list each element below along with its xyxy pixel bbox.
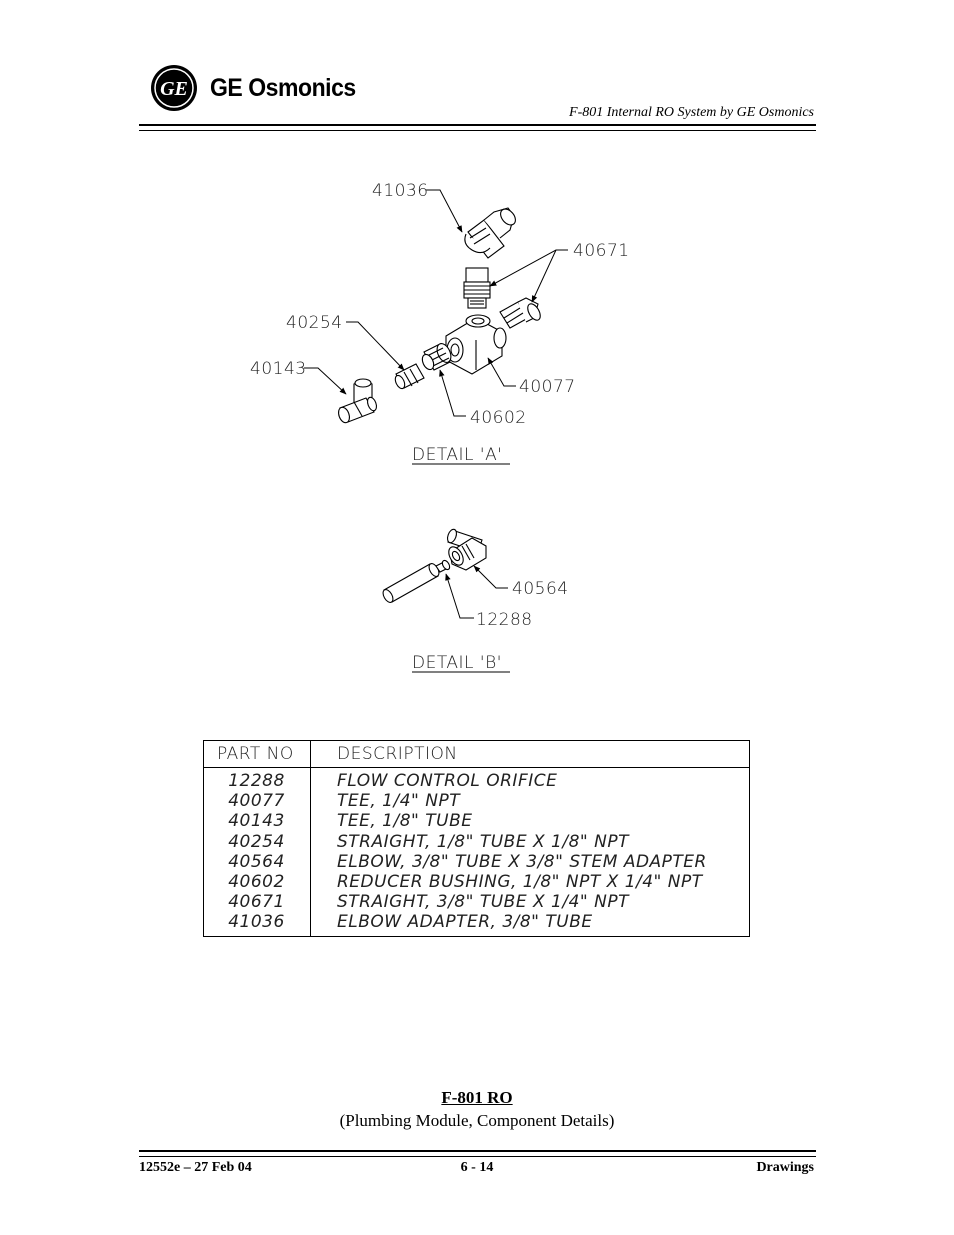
part-number: 40143 bbox=[228, 811, 285, 832]
table-row bbox=[203, 771, 750, 791]
part-description: STRAIGHT, 3/8" TUBE X 1/4" NPT bbox=[337, 892, 629, 913]
tee-40077 bbox=[446, 315, 506, 374]
callout-12288: 12288 bbox=[476, 610, 533, 630]
part-description: REDUCER BUSHING, 1/8" NPT X 1/4" NPT bbox=[337, 871, 703, 892]
elbow-adapter-41036 bbox=[465, 206, 519, 258]
callout-40143: 40143 bbox=[250, 359, 307, 379]
tee-40143 bbox=[337, 379, 379, 424]
part-number: 40254 bbox=[228, 831, 285, 852]
elbow-40564 bbox=[446, 528, 486, 570]
part-description: ELBOW ADAPTER, 3/8" TUBE bbox=[337, 912, 593, 933]
footer-page-number: 6 - 14 bbox=[460, 1160, 494, 1175]
part-description: TEE, 1/4" NPT bbox=[337, 791, 461, 812]
detail-b-title: DETAIL 'B' bbox=[412, 653, 502, 673]
table-row bbox=[203, 912, 750, 932]
part-number: 12288 bbox=[228, 771, 285, 791]
flow-control-orifice-12288 bbox=[436, 559, 451, 572]
description-header: DESCRIPTION bbox=[337, 744, 458, 764]
detail-b-parts bbox=[381, 528, 486, 604]
part-description: STRAIGHT, 1/8" TUBE X 1/8" NPT bbox=[337, 831, 629, 852]
table-row bbox=[203, 811, 750, 831]
table-row bbox=[203, 892, 750, 912]
table-row bbox=[203, 872, 750, 892]
part-no-header: PART NO bbox=[217, 744, 294, 764]
parts-table bbox=[203, 740, 750, 937]
tube bbox=[381, 562, 441, 604]
table-row bbox=[203, 852, 750, 872]
document-title: F-801 Internal RO System by GE Osmonics bbox=[569, 105, 814, 120]
footer-section: Drawings bbox=[756, 1160, 814, 1175]
part-number: 40671 bbox=[228, 892, 285, 913]
logo-wordmark: GE Osmonics bbox=[210, 74, 356, 102]
callout-40254: 40254 bbox=[286, 313, 343, 333]
footer-doc-number: 12552e – 27 Feb 04 bbox=[139, 1160, 252, 1175]
callout-40077: 40077 bbox=[519, 377, 576, 397]
table-row bbox=[203, 791, 750, 811]
figure-title: F-801 RO bbox=[441, 1088, 513, 1107]
detail-a-parts bbox=[337, 206, 543, 424]
parts-rows bbox=[203, 771, 750, 933]
svg-text:GE: GE bbox=[160, 78, 188, 100]
figure-subtitle: (Plumbing Module, Component Details) bbox=[339, 1111, 615, 1130]
part-description: FLOW CONTROL ORIFICE bbox=[337, 771, 558, 791]
straight-40254 bbox=[393, 364, 424, 390]
footer-rule-thin bbox=[139, 1156, 816, 1157]
part-number: 40602 bbox=[228, 871, 285, 892]
callout-40602: 40602 bbox=[470, 408, 527, 428]
footer-rule bbox=[139, 1150, 816, 1152]
straight-40671-horizontal bbox=[500, 298, 543, 328]
part-number: 40564 bbox=[228, 851, 285, 872]
part-number: 41036 bbox=[228, 912, 285, 933]
callout-41036: 41036 bbox=[372, 181, 429, 201]
part-description: ELBOW, 3/8" TUBE X 3/8" STEM ADAPTER bbox=[337, 851, 707, 872]
part-description: TEE, 1/8" TUBE bbox=[337, 811, 473, 832]
part-number: 40077 bbox=[228, 791, 285, 812]
callout-40671: 40671 bbox=[573, 241, 630, 261]
straight-40671-vertical bbox=[464, 268, 490, 308]
detail-a-title: DETAIL 'A' bbox=[412, 445, 503, 465]
callout-40564: 40564 bbox=[512, 579, 569, 599]
table-row bbox=[203, 832, 750, 852]
header-divider bbox=[203, 767, 750, 768]
